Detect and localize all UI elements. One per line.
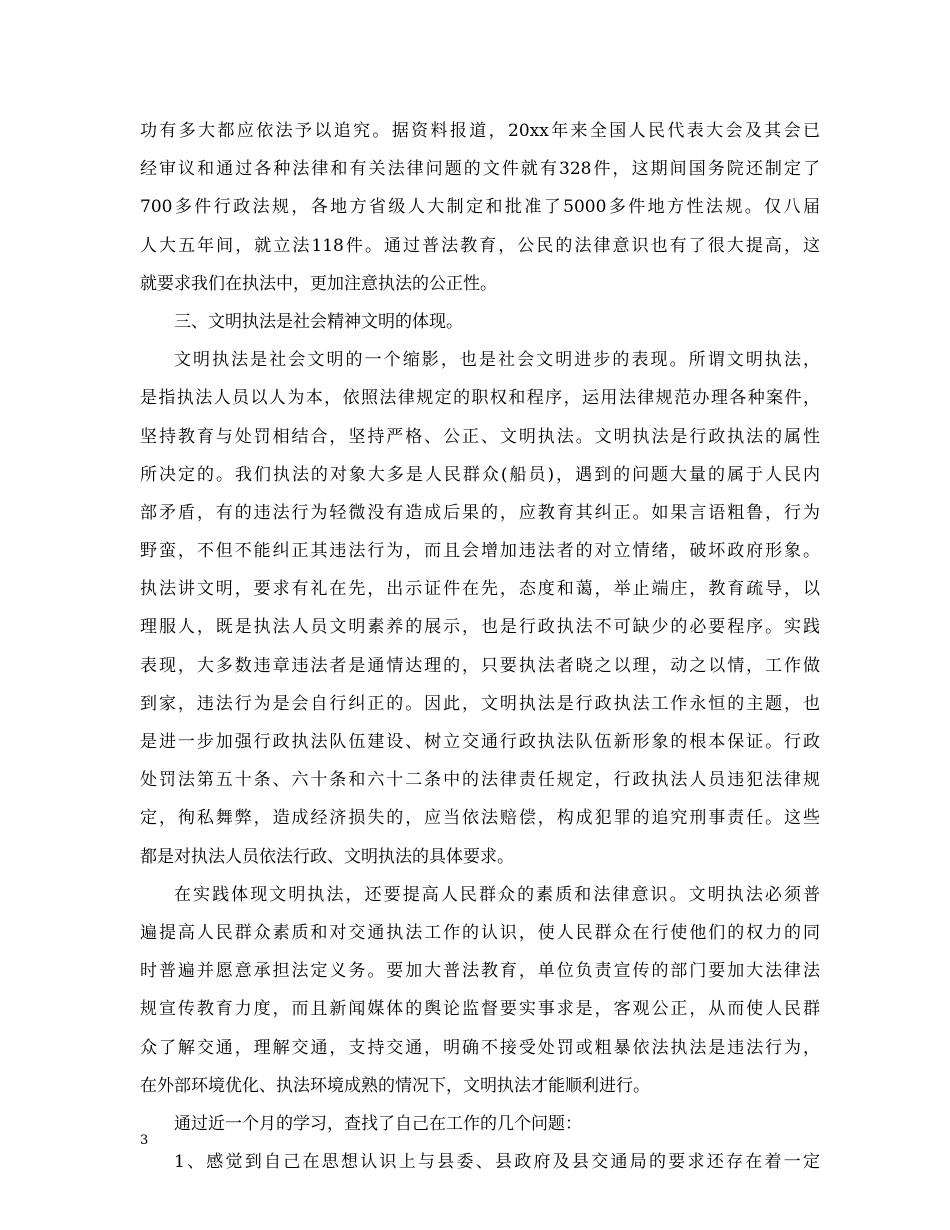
text-line: 功有多大都应依法予以追究。据资料报道，20xx年来全国人民代表大会及其会已 [140,121,820,141]
body-text [140,112,820,1181]
text-line: 在外部环境优化、执法环境成熟的情况下，文明执法才能顺利进行。 [140,1075,650,1096]
page-number: 3 [140,1133,149,1148]
text-line: 理服人，既是执法人员文明素养的展示，也是行政执法不可缺少的必要程序。实践 [140,617,820,638]
text-line: 遍提高人民群众素质和对交通执法工作的认识，使人民群众在行使他们的权力的同 [140,922,820,943]
text-line: 在实践体现文明执法，还要提高人民群众的素质和法律意识。文明执法必须普 [174,884,820,905]
text-line: 文明执法是社会文明的一个缩影，也是社会文明进步的表现。所谓文明执法， [174,350,820,371]
text-line: 700多件行政法规，各地方省级人大制定和批准了5000多件地方性法规。仅八届 [140,197,820,218]
text-line: 是进一步加强行政执法队伍建设、树立交通行政执法队伍新形象的根本保证。行政 [140,732,820,752]
text-line: 经审议和通过各种法律和有关法律问题的文件就有328件，这期间国务院还制定了 [140,159,820,180]
text-line: 野蛮，不但不能纠正其违法行为，而且会增加违法者的对立情绪，破坏政府形象。 [140,541,820,562]
text-line: 坚持教育与处罚相结合，坚持严格、公正、文明执法。文明执法是行政执法的属性 [140,426,820,447]
text-line: 三、文明执法是社会精神文明的体现。 [174,311,463,332]
text-line: 通过近一个月的学习，查找了自己在工作的几个问题： [174,1113,582,1134]
text-line: 就要求我们在执法中，更加注意执法的公正性。 [140,273,497,294]
text-line: 规宣传教育力度，而且新闻媒体的舆论监督要实事求是，客观公正，从而使人民群 [140,999,820,1020]
text-line: 人大五年间，就立法118件。通过普法教育，公民的法律意识也有了很大提高，这 [140,235,820,256]
text-line: 处罚法第五十条、六十条和六十二条中的法律责任规定，行政执法人员违犯法律规 [140,770,820,791]
text-line: 1、感觉到自己在思想认识上与县委、县政府及县交通局的要求还存在着一定 [174,1152,820,1173]
text-line: 所决定的。我们执法的对象大多是人民群众(船员)，遇到的问题大量的属于人民内 [140,464,820,485]
text-line: 部矛盾，有的违法行为轻微没有造成后果的，应教育其纠正。如果言语粗鲁，行为 [140,502,820,523]
text-line: 表现，大多数违章违法者是通情达理的，只要执法者晓之以理，动之以情，工作做 [140,655,820,676]
text-line: 是指执法人员以人为本，依照法律规定的职权和程序，运用法律规范办理各种案件， [140,388,820,409]
text-line: 执法讲文明，要求有礼在先，出示证件在先，态度和蔼，举止端庄，教育疏导，以 [140,579,820,600]
text-line: 到家，违法行为是会自行纠正的。因此，文明执法是行政执法工作永恒的主题，也 [140,693,820,714]
text-line: 众了解交通，理解交通，支持交通，明确不接受处罚或粗暴依法执法是违法行为， [140,1037,820,1058]
text-line: 时普遍并愿意承担法定义务。要加大普法教育，单位负责宣传的部门要加大法律法 [140,961,820,982]
text-line: 定，徇私舞弊，造成经济损失的，应当依法赔偿，构成犯罪的追究刑事责任。这些 [140,808,820,829]
text-line: 都是对执法人员依法行政、文明执法的具体要求。 [140,846,514,867]
